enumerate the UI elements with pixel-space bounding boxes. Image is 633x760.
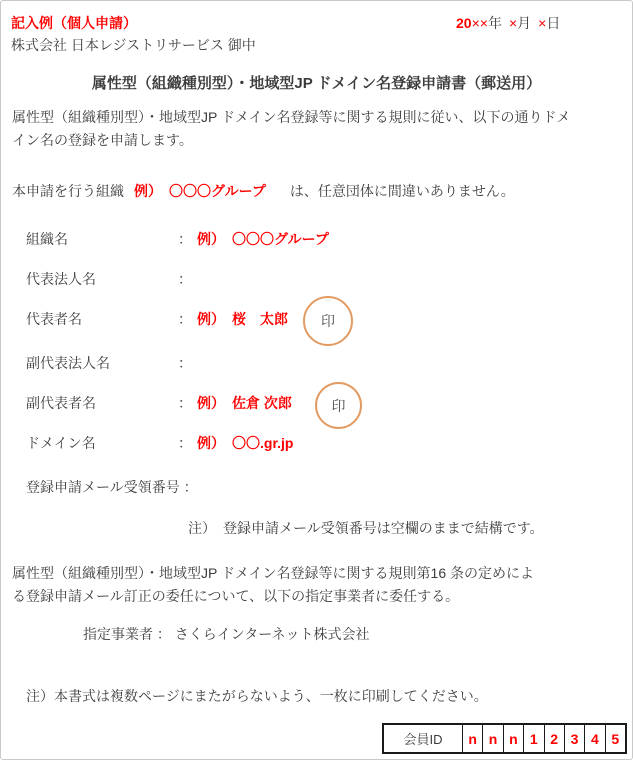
date-month-placeholder: × (508, 15, 518, 31)
field-label: 組織名 (26, 231, 68, 247)
sample-entry-label: 記入例（個人申請） (11, 15, 137, 31)
field-colon: ： (178, 395, 192, 411)
intro-paragraph-line2: イン名の登録を申請します。 (12, 132, 193, 148)
field-colon: ： (178, 271, 192, 287)
date-line (456, 13, 560, 33)
member-id-digit-cell: 5 (605, 725, 625, 752)
date-year-placeholder: ×× (471, 15, 488, 31)
intro-paragraph-line1: 属性型（組織種別型）・地域型JP ドメイン名登録等に関する規則に従い、以下の通りドメ (12, 109, 571, 125)
mail-receipt-number-label: 登録申請メール受領番号 ： (26, 479, 198, 495)
member-id-digit-cell: n (462, 725, 482, 752)
declaration-example-value: 例） 〇〇〇グループ (134, 183, 266, 199)
print-instruction-note: 注）本書式は複数ページにまたがらないよう、一枚に印刷してください。 (26, 688, 488, 704)
field-label: 副代表法人名 (26, 355, 110, 371)
member-id-digit-cell: 2 (544, 725, 564, 752)
member-id-digit-cell: 3 (564, 725, 584, 752)
field-colon: ： (178, 355, 192, 371)
member-id-digit-cell: 4 (584, 725, 604, 752)
date-day-kanji: 日 (546, 15, 561, 31)
member-id-label: 会員ID (403, 732, 443, 747)
field-colon: ： (178, 231, 192, 247)
field-value: 例） 〇〇.gr.jp (197, 435, 294, 451)
date-year-kanji: 年 (487, 15, 502, 31)
date-day-placeholder: × (538, 15, 547, 31)
field-label: 代表法人名 (26, 271, 96, 287)
field-label: 副代表者名 (26, 395, 96, 411)
field-value: 例） 桜 太郎 (197, 311, 288, 327)
member-id-digit-cell: n (482, 725, 502, 752)
representative-seal-stamp (303, 296, 353, 346)
field-label: ドメイン名 (26, 435, 96, 451)
organization-declaration-line (12, 181, 515, 201)
field-value: 例） 〇〇〇グループ (197, 231, 329, 247)
delegation-paragraph-line2: る登録申請メール訂正の委任について、以下の指定事業者に委任する。 (12, 588, 460, 604)
designated-provider-line: 指定事業者 ： さくらインターネット株式会社 (83, 626, 370, 642)
seal-icon: 印 (331, 397, 346, 414)
member-id-digit-cell: 1 (523, 725, 543, 752)
seal-icon: 印 (321, 313, 335, 329)
mail-receipt-note: 注） 登録申請メール受領番号は空欄のままで結構です。 (188, 520, 544, 536)
field-colon: ： (178, 311, 192, 327)
field-colon: ： (178, 435, 192, 451)
date-month-kanji: 月 (517, 15, 532, 31)
addressee-line: 株式会社 日本レジストリサービス 御中 (11, 37, 256, 53)
field-value: 例） 佐倉 次郎 (197, 395, 292, 411)
deputy-representative-seal-stamp (315, 382, 362, 429)
member-id-digit-cell: n (503, 725, 523, 752)
document-title: 属性型（組織種別型）・地域型JP ドメイン名登録申請書（郵送用） (91, 75, 542, 92)
declaration-after-text: は、任意団体に間違いありません。 (289, 183, 515, 199)
date-year-prefix: 20 (456, 15, 472, 31)
delegation-paragraph-line1: 属性型（組織種別型）・地域型JP ドメイン名登録等に関する規則第16 条の定めによ (12, 565, 535, 581)
member-id-table (382, 723, 627, 754)
declaration-before-text: 本申請を行う組織 (12, 183, 124, 199)
field-label: 代表者名 (26, 311, 82, 327)
